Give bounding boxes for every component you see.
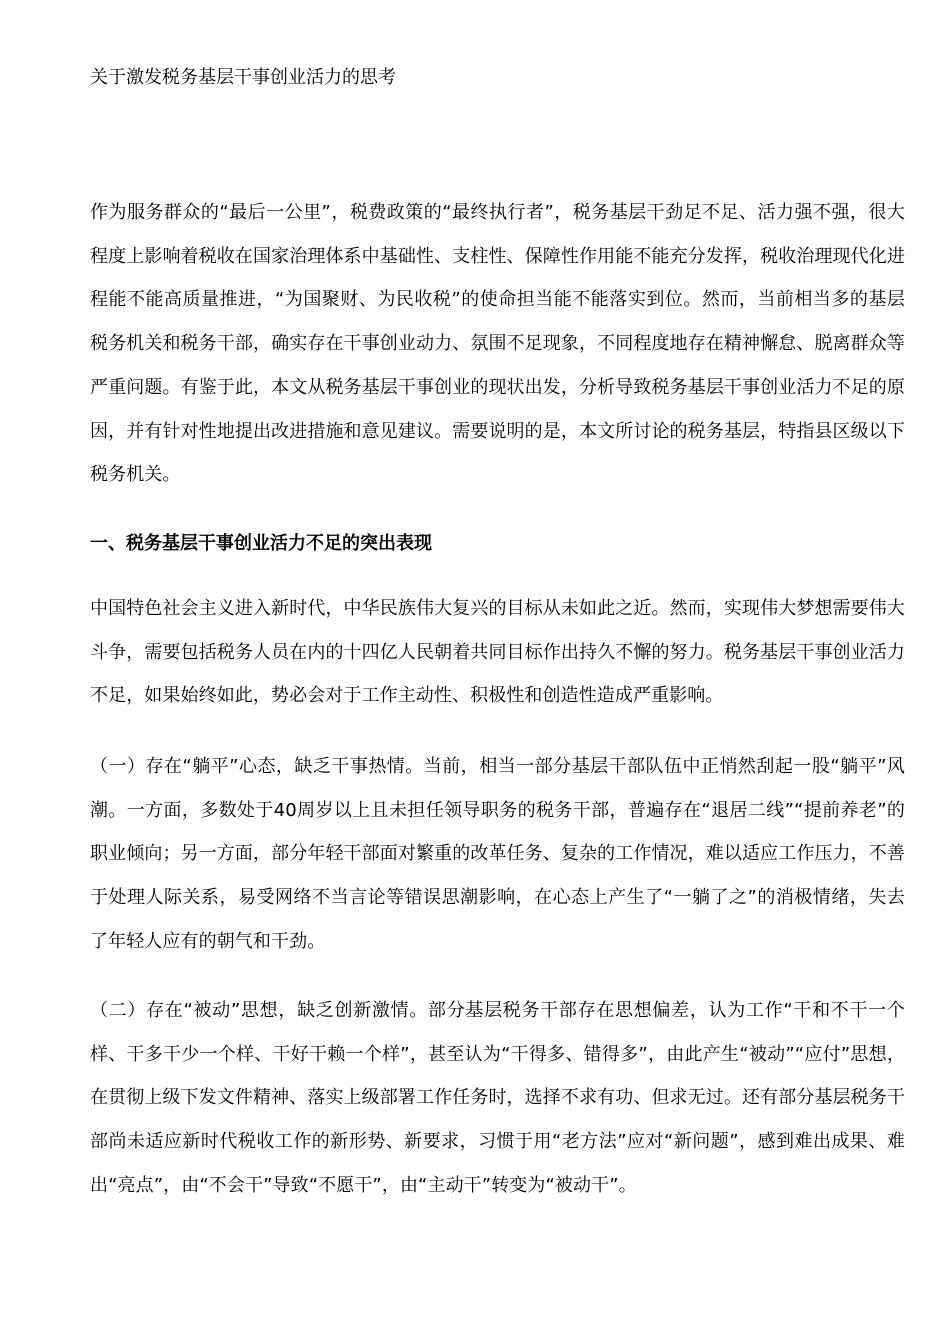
point-one-paragraph: （一）存在“躺平”心态，缺乏干事热情。当前，相当一部分基层干部队伍中正悄然刮起一股“躺平”风潮。一方面，多数处于40周岁以上且未担任领导职务的税务干部，普遍存在“退居二线”“提前养老”的职业倾向；另一方面，部分年轻干部面对繁重的改革任务、复杂的工作情况，难以适应工作压力，不善于处理人际关系，易受网络不当言论等错误思潮影响，在心态上产生了“一躺了之”的消极情绪，失去了年轻人应有的朝气和干劲。 [90, 756, 905, 952]
document-title: 关于激发税务基层干事创业活力的思考 [90, 67, 396, 88]
point-two-paragraph: （二）存在“被动”思想，缺乏创新激情。部分基层税务干部存在思想偏差，认为工作“干和不干一个样、干多干少一个样、干好干赖一个样”，甚至认为“干得多、错得多”，由此产生“被动”“应付”思想，在贯彻上级下发文件精神、落实上级部署工作任务时，选择不求有功、但求无过。还有部分基层税务干部尚未适应新时代税收工作的新形势、新要求，习惯于用“老方法”应对“新问题”，感到难出成果、难出“亮点”，由“不会干”导致“不愿干”，由“主动干”转变为“被动干”。 [90, 1000, 905, 1196]
section-heading: 一、税务基层干事创业活力不足的突出表现 [90, 533, 432, 554]
intro-paragraph: 作为服务群众的“最后一公里”，税费政策的“最终执行者”，税务基层干劲足不足、活力强不强，很大程度上影响着税收在国家治理体系中基础性、支柱性、保障性作用能不能充分发挥，税收治理现代化进程能不能高质量推进，“为国聚财、为民收税”的使命担当能不能落实到位。然而，当前相当多的基层税务机关和税务干部，确实存在干事创业动力、氛围不足现象，不同程度地存在精神懈怠、脱离群众等严重问题。有鉴于此，本文从税务基层干事创业的现状出发，分析导致税务基层干事创业活力不足的原因，并有针对性地提出改进措施和意见建议。需要说明的是，本文所讨论的税务基层，特指县区级以下税务机关。 [90, 202, 905, 486]
section-intro-paragraph: 中国特色社会主义进入新时代，中华民族伟大复兴的目标从未如此之近。然而，实现伟大梦想需要伟大斗争，需要包括税务人员在内的十四亿人民朝着共同目标作出持久不懈的努力。税务基层干事创业活力不足，如果始终如此，势必会对于工作主动性、积极性和创造性造成严重影响。 [90, 598, 905, 707]
